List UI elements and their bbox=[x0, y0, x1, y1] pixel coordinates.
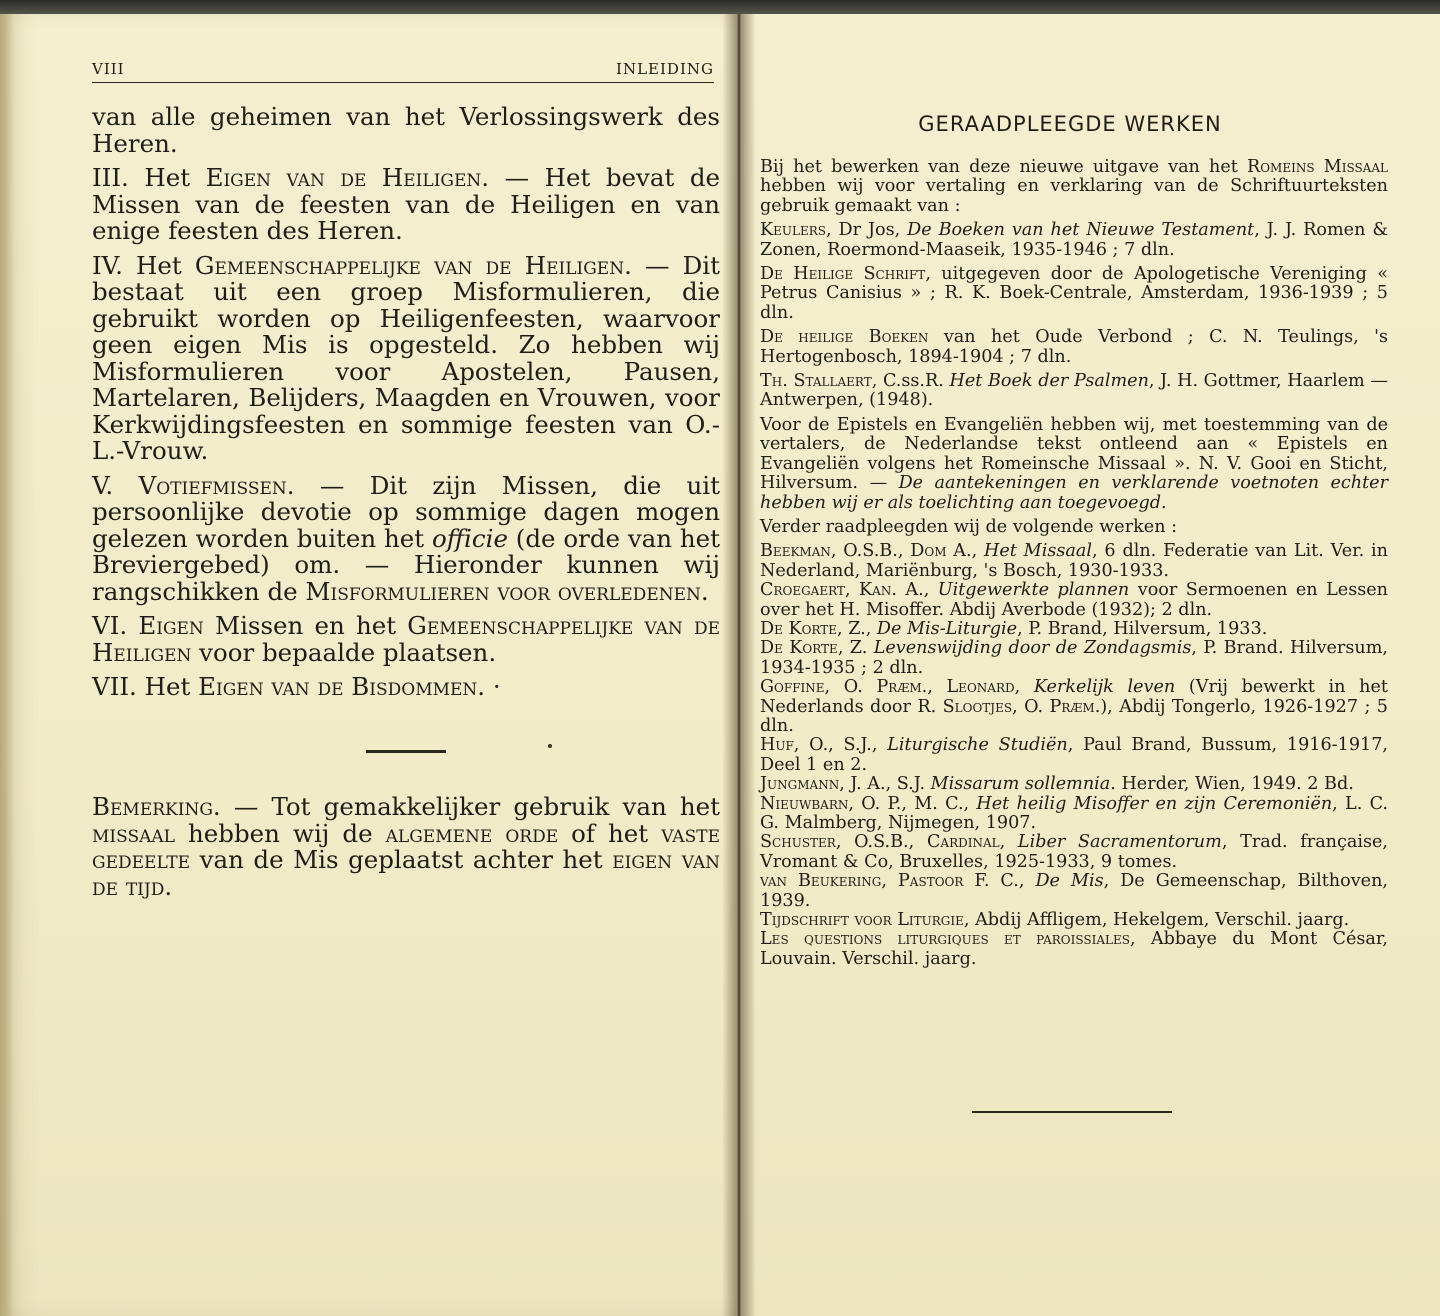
author-name: Th. Stallaert bbox=[760, 371, 872, 392]
book-title: Missarum sollemnia bbox=[930, 774, 1111, 795]
author-name: R. Slootjes bbox=[917, 696, 1013, 717]
author-name: Tijdschrift voor Liturgie bbox=[760, 910, 964, 931]
reference-entry bbox=[760, 775, 1388, 794]
paragraph-text: III. Het bbox=[92, 163, 206, 192]
entry-text: , O. bbox=[1012, 696, 1050, 717]
section-term: Eigen van de Heiligen. bbox=[205, 163, 490, 192]
entry-text: , J. A., S.J. bbox=[839, 774, 931, 795]
italic-note: De aantekeningen en verklarende voetnoten echter hebben wij er als toelichting aan toegevoegd. bbox=[760, 473, 1388, 513]
book-title: Liber Sacramentorum bbox=[1017, 832, 1222, 853]
book-title: Kerkelijk leven bbox=[1033, 677, 1176, 698]
entry-text: , Z. bbox=[837, 638, 874, 659]
book-title: Het Boek der Psalmen bbox=[949, 371, 1149, 392]
author-name: Leonard bbox=[946, 677, 1015, 698]
paragraph-text: V. bbox=[92, 470, 139, 500]
entry-text: , bbox=[1014, 677, 1034, 698]
book-title: De Mis bbox=[1035, 871, 1104, 892]
author-name: Keulers bbox=[760, 220, 827, 241]
section-term: vaste gedeelte bbox=[92, 818, 720, 874]
section-term: Eigen bbox=[138, 611, 204, 640]
further-heading: Verder raadpleegden wij de volgende werken : bbox=[760, 516, 1178, 537]
author-name: Huf bbox=[760, 735, 794, 756]
book-title: Levenswijding door de Zondagsmis bbox=[873, 638, 1192, 659]
entry-text: , O., S.J., bbox=[793, 735, 888, 756]
section-term: Romeins Missaal bbox=[1246, 157, 1388, 177]
author-name: De Korte bbox=[760, 618, 838, 639]
entry-text: , De Gemeenschap, Bilthoven, 1939. bbox=[760, 871, 1388, 911]
entry-text: , P. Brand. Hilversum, 1934-1935 ; 2 dln. bbox=[760, 638, 1388, 678]
paragraph-eigen-heiligen bbox=[92, 165, 720, 245]
entry-text: , bbox=[999, 832, 1018, 853]
entry-text: , O.S.B., bbox=[835, 832, 927, 853]
entry-text: voor Sermoenen en Lessen over het H. Misoffer. Abdij Averbode (1932); 2 dln. bbox=[760, 580, 1389, 620]
entry-text: , Dr Jos, bbox=[826, 220, 908, 241]
section-term: Gemeenschappelijke van de Heiligen. bbox=[194, 250, 632, 280]
paragraph-votiefmissen bbox=[92, 470, 721, 606]
paragraph-text: · bbox=[485, 672, 501, 701]
reference-entry bbox=[760, 620, 1388, 639]
section-term: Votiefmissen. bbox=[138, 470, 295, 500]
reference-entry bbox=[760, 736, 1388, 775]
section-term: Gemeenschappelijke van de Heiligen bbox=[92, 611, 720, 667]
author-name: Præm. bbox=[876, 677, 928, 698]
entry-text: , J. H. Gottmer, Haarlem — Antwerpen, (1948). bbox=[760, 371, 1388, 411]
author-name: Præm. bbox=[1049, 696, 1101, 717]
entry-text: , bbox=[1018, 871, 1036, 892]
running-head-title: INLEIDING bbox=[616, 60, 714, 78]
reference-entry bbox=[760, 930, 1388, 969]
paragraph-text: of het bbox=[558, 818, 662, 848]
author-name: De heilige Boeken bbox=[760, 327, 929, 348]
book-title: Het Missaal bbox=[984, 541, 1092, 562]
paragraph-text: — Dit bestaat uit een groep Misformulieren, die gebruikt worden op Heiligenfeesten, waarvoor geen eigen Mis is opgesteld. Zo hebben wij Misformulieren voor Apostelen, Pausen, Martelaren, Belijders, Maagden en Vrouwen, voor Kerkwijdingsfeesten en sommige feesten van O.-L.-Vrouw. bbox=[92, 250, 720, 465]
paragraph-bisdommen bbox=[92, 674, 720, 701]
section-term: missaal bbox=[92, 818, 175, 848]
book-binding-edge bbox=[0, 0, 1440, 14]
entry-text: , O. P., M. C., bbox=[848, 793, 977, 814]
italic-term: officie bbox=[431, 523, 508, 553]
paragraph-text: Bij het bewerken van deze nieuwe uitgave van het bbox=[760, 157, 1247, 177]
entry-text: , bbox=[971, 541, 985, 562]
paragraph-text: — Dit zijn Missen, die uit persoonlijke devotie op sommige dagen mogen gelezen worden buiten het bbox=[92, 470, 720, 553]
intro-paragraph bbox=[760, 158, 1388, 216]
book-title: De Boeken van het Nieuwe Testament bbox=[907, 220, 1255, 241]
section-term: Misformulieren voor overledenen. bbox=[305, 576, 709, 606]
book-title: Liturgische Studiën bbox=[887, 735, 1068, 756]
running-head bbox=[92, 60, 714, 83]
paragraph-text: . bbox=[164, 871, 173, 901]
paragraph-text: Voor de Epistels en Evangeliën hebben wij, met toestemming van de vertalers, de Nederlandse tekst ontleend aan « Epistels en Evangeliën volgens het Romeinsche Missaal ». N. V. Gooi en Sticht, Hilversum. — bbox=[760, 414, 1388, 494]
entry-text: van het Oude Verbond ; C. N. Teulings, 's Hertogenbosch, 1894-1904 ; 7 dln. bbox=[760, 327, 1389, 367]
entry-text: , Abbaye du Mont César, Louvain. Verschil. jaarg. bbox=[760, 929, 1388, 969]
author-name: Jungmann bbox=[760, 774, 840, 795]
book-title: Het heilig Misoffer en zijn Ceremoniën bbox=[976, 793, 1333, 814]
paragraph-text: hebben wij de bbox=[174, 818, 386, 848]
entry-text: , bbox=[927, 677, 947, 698]
paragraph-text: (de orde van het Breviergebed) om. — Hieronder kunnen wij rangschikken de bbox=[92, 523, 721, 606]
paragraph-text: Missen en het bbox=[203, 611, 408, 640]
entry-text: , Paul Brand, Bussum, 1916-1917, Deel 1 en 2. bbox=[760, 735, 1388, 775]
page-title: GERAADPLEEGDE WERKEN bbox=[918, 112, 1222, 136]
author-name: Beekman bbox=[760, 541, 831, 562]
author-name: Croegaert bbox=[760, 580, 845, 601]
section-term: Eigen van de Bisdommen. bbox=[198, 672, 486, 701]
section-term: eigen van de tijd bbox=[92, 845, 720, 901]
author-name: Goffine bbox=[760, 677, 825, 698]
reference-entry bbox=[760, 542, 1388, 581]
paragraph-text: voor bepaalde plaatsen. bbox=[191, 637, 497, 667]
entry-text: . Herder, Wien, 1949. 2 Bd. bbox=[1110, 774, 1354, 795]
author-name: Dom A. bbox=[910, 541, 972, 562]
entry-text: , C.ss.R. bbox=[871, 371, 950, 392]
reference-entry bbox=[760, 678, 1388, 736]
source-entry bbox=[760, 265, 1388, 323]
paragraph-text: — Tot gemakkelijker gebruik van het bbox=[220, 792, 720, 821]
entry-text: , uitgegeven door de Apologetische Vereniging « Petrus Canisius » ; R. K. Boek-Centrale, Amsterdam, 1936-1939 ; 5 dln. bbox=[760, 264, 1388, 323]
paragraph-text: van de Mis geplaatst achter het bbox=[190, 845, 613, 874]
source-entry bbox=[760, 328, 1388, 367]
author-name: De Heilige Schrift bbox=[760, 264, 926, 285]
right-page-body bbox=[760, 158, 1388, 969]
book-title: Uitgewerkte plannen bbox=[937, 580, 1130, 601]
reference-entry bbox=[760, 795, 1388, 834]
author-name: Kan. A. bbox=[859, 580, 924, 601]
epistels-paragraph bbox=[760, 416, 1388, 513]
entry-text: , Trad. française, Vromant & Co, Bruxelles, 1925-1933, 9 tomes. bbox=[760, 832, 1389, 872]
entry-text: , bbox=[923, 580, 938, 601]
entry-text: ), Abdij Tongerlo, 1926-1927 ; 5 dln. bbox=[760, 696, 1388, 736]
paragraph-text: — Het bevat de Missen van de feesten van de Heiligen en van enige feesten des Heren. bbox=[92, 163, 720, 245]
source-entry bbox=[760, 221, 1388, 260]
author-name: De Korte bbox=[760, 638, 838, 659]
entry-text: , L. C. G. Malmberg, Nijmegen, 1907. bbox=[760, 793, 1389, 833]
entry-text: (Vrij bewerkt in het Nederlands door bbox=[760, 677, 1388, 717]
entry-text: , 6 dln. Federatie van Lit. Ver. in Nederland, Mariënburg, 's Bosch, 1930-1933. bbox=[760, 541, 1388, 581]
author-name: Nieuwbarn bbox=[760, 793, 849, 814]
remark-label: Bemerking. bbox=[92, 792, 221, 821]
end-divider bbox=[972, 1111, 1172, 1113]
remark-paragraph bbox=[92, 794, 720, 900]
paragraph-text: VII. Het bbox=[92, 672, 199, 701]
paragraph-text: IV. Het bbox=[92, 250, 195, 280]
paragraph-eigen-missen bbox=[92, 613, 720, 666]
reference-entry bbox=[760, 581, 1388, 620]
author-name: van Beukering bbox=[760, 871, 882, 892]
paragraph-gemeenschappelijke bbox=[92, 250, 720, 465]
paragraph-text: van alle geheimen van het Verlossingswerk des Heren. bbox=[92, 102, 720, 158]
paragraph-text: VI. bbox=[92, 611, 139, 640]
ink-speck bbox=[548, 744, 552, 748]
entry-text: , P. Brand, Hilversum, 1933. bbox=[1017, 618, 1268, 639]
reference-entry bbox=[760, 872, 1388, 911]
paragraph bbox=[92, 104, 720, 157]
left-page-body bbox=[92, 104, 720, 709]
entry-text: , J. J. Romen & Zonen, Roermond-Maaseik, 1935-1946 ; 7 dln. bbox=[760, 220, 1388, 260]
entry-text: , Abdij Affligem, Hekelgem, Verschil. jaarg. bbox=[963, 910, 1350, 931]
paragraph-text: hebben wij voor vertaling en verklaring van de Schriftuurteksten gebruik gemaakt van : bbox=[760, 176, 1388, 216]
reference-entry bbox=[760, 911, 1388, 930]
entry-text: , bbox=[881, 871, 898, 892]
book-title: De Mis-Liturgie bbox=[876, 618, 1018, 639]
entry-text: , O. bbox=[824, 677, 877, 698]
page-number: VIII bbox=[92, 60, 125, 78]
left-page-edge bbox=[0, 14, 14, 1316]
section-term: algemene orde bbox=[385, 818, 559, 848]
author-name: Cardinal bbox=[926, 832, 1000, 853]
author-name: Schuster bbox=[760, 832, 836, 853]
entry-text: , Z., bbox=[837, 618, 877, 639]
reference-entry bbox=[760, 639, 1388, 678]
reference-entry bbox=[760, 833, 1388, 872]
book-gutter bbox=[722, 14, 756, 1316]
section-divider bbox=[366, 750, 446, 753]
entry-text: , bbox=[844, 580, 860, 601]
source-entry bbox=[760, 372, 1388, 411]
author-name: Les questions liturgiques et paroissiales bbox=[760, 929, 1130, 950]
author-name: Pastoor F. C. bbox=[897, 871, 1019, 892]
entry-text: , O.S.B., bbox=[830, 541, 911, 562]
reference-list bbox=[760, 542, 1388, 969]
